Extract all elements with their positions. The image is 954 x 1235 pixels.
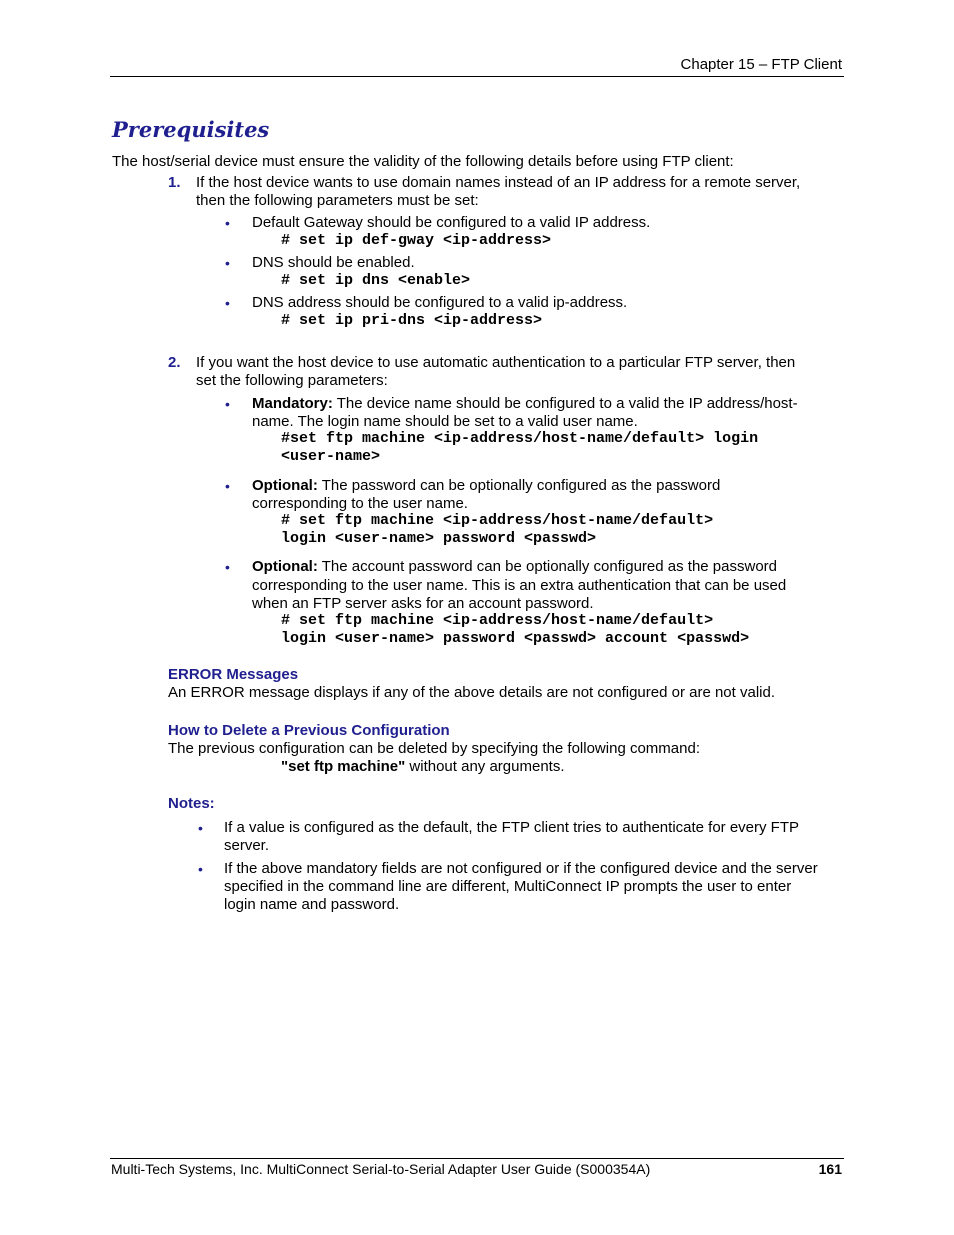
note2-line3: login name and password.	[224, 896, 400, 913]
item2-bullet1-line1-text: The device name should be configured to a valid the IP address/host-	[332, 395, 798, 412]
delete-config-cmd-suffix: without any arguments.	[405, 758, 565, 775]
item2-bullet1-line1	[252, 395, 798, 413]
item1-bullet1-text: Default Gateway should be configured to a valid IP address.	[252, 214, 651, 231]
footer-rule	[110, 1158, 844, 1159]
item2-bullet1-cmd1: #set ftp machine <ip-address/host-name/default> login	[281, 430, 759, 447]
page-number: 161	[818, 1161, 842, 1177]
section-title: Prerequisites	[112, 117, 270, 142]
bullet-icon: •	[225, 215, 230, 231]
mandatory-label: Mandatory:	[252, 395, 333, 412]
item1-line2: then the following parameters must be set:	[196, 192, 479, 209]
bullet-icon: •	[198, 861, 203, 877]
item1-line1: If the host device wants to use domain names instead of an IP address for a remote server,	[196, 174, 801, 191]
item1-bullet3-text: DNS address should be configured to a valid ip-address.	[252, 294, 628, 311]
item1-bullet2-text: DNS should be enabled.	[252, 254, 415, 271]
item2-bullet2-cmd1: # set ftp machine <ip-address/host-name/default>	[281, 512, 714, 529]
delete-config-text: The previous configuration can be deleted by specifying the following command:	[168, 740, 700, 757]
delete-config-heading: How to Delete a Previous Configuration	[168, 722, 450, 739]
list-number-1: 1.	[168, 174, 181, 191]
optional-label: Optional:	[252, 558, 318, 575]
bullet-icon: •	[225, 559, 230, 575]
bullet-icon: •	[198, 820, 203, 836]
bullet-icon: •	[225, 255, 230, 271]
optional-label: Optional:	[252, 477, 318, 494]
item2-bullet3-cmd2: login <user-name> password <passwd> account <passwd>	[281, 630, 750, 647]
chapter-header: Chapter 15 – FTP Client	[680, 56, 842, 73]
delete-config-command	[281, 758, 565, 776]
note2-line1: If the above mandatory fields are not configured or if the configured device and the server	[224, 860, 818, 877]
item1-bullet3-cmd: # set ip pri-dns <ip-address>	[281, 312, 543, 329]
item1-bullet2-cmd: # set ip dns <enable>	[281, 272, 471, 289]
item2-bullet2-line2: corresponding to the user name.	[252, 495, 468, 512]
note2-line2: specified in the command line are different, MultiConnect IP prompts the user to enter	[224, 878, 792, 895]
item2-bullet2-line1-text: The password can be optionally configured as the password	[317, 477, 721, 494]
delete-config-cmd: "set ftp machine"	[281, 758, 406, 775]
item2-bullet3-line3: when an FTP server asks for an account password.	[252, 595, 594, 612]
intro-text: The host/serial device must ensure the validity of the following details before using FTP client:	[112, 153, 734, 170]
item1-bullet1-cmd: # set ip def-gway <ip-address>	[281, 232, 552, 249]
notes-heading: Notes:	[168, 795, 215, 812]
item2-bullet1-line2: name. The login name should be set to a valid user name.	[252, 413, 638, 430]
bullet-icon: •	[225, 295, 230, 311]
item2-bullet3-cmd1: # set ftp machine <ip-address/host-name/default>	[281, 612, 714, 629]
item2-bullet2-line1	[252, 477, 720, 495]
footer-text: Multi-Tech Systems, Inc. MultiConnect Serial-to-Serial Adapter User Guide (S000354A)	[111, 1161, 651, 1177]
item2-bullet3-line1-text: The account password can be optionally configured as the password	[317, 558, 777, 575]
bullet-icon: •	[225, 478, 230, 494]
item2-line2: set the following parameters:	[196, 372, 388, 389]
error-messages-text: An ERROR message displays if any of the above details are not configured or are not valid.	[168, 684, 775, 701]
bullet-icon: •	[225, 396, 230, 412]
header-rule	[110, 76, 844, 77]
error-messages-heading: ERROR Messages	[168, 666, 299, 683]
list-number-2: 2.	[168, 354, 181, 371]
item2-bullet2-cmd2: login <user-name> password <passwd>	[281, 530, 597, 547]
item2-bullet3-line2: corresponding to the user name. This is an extra authentication that can be used	[252, 577, 787, 594]
note1-line2: server.	[224, 837, 270, 854]
item2-bullet1-cmd2: <user-name>	[281, 448, 381, 465]
note1-line1: If a value is configured as the default, the FTP client tries to authenticate for every FTP	[224, 819, 800, 836]
item2-line1: If you want the host device to use automatic authentication to a particular FTP server, then	[196, 354, 796, 371]
item2-bullet3-line1	[252, 558, 777, 576]
